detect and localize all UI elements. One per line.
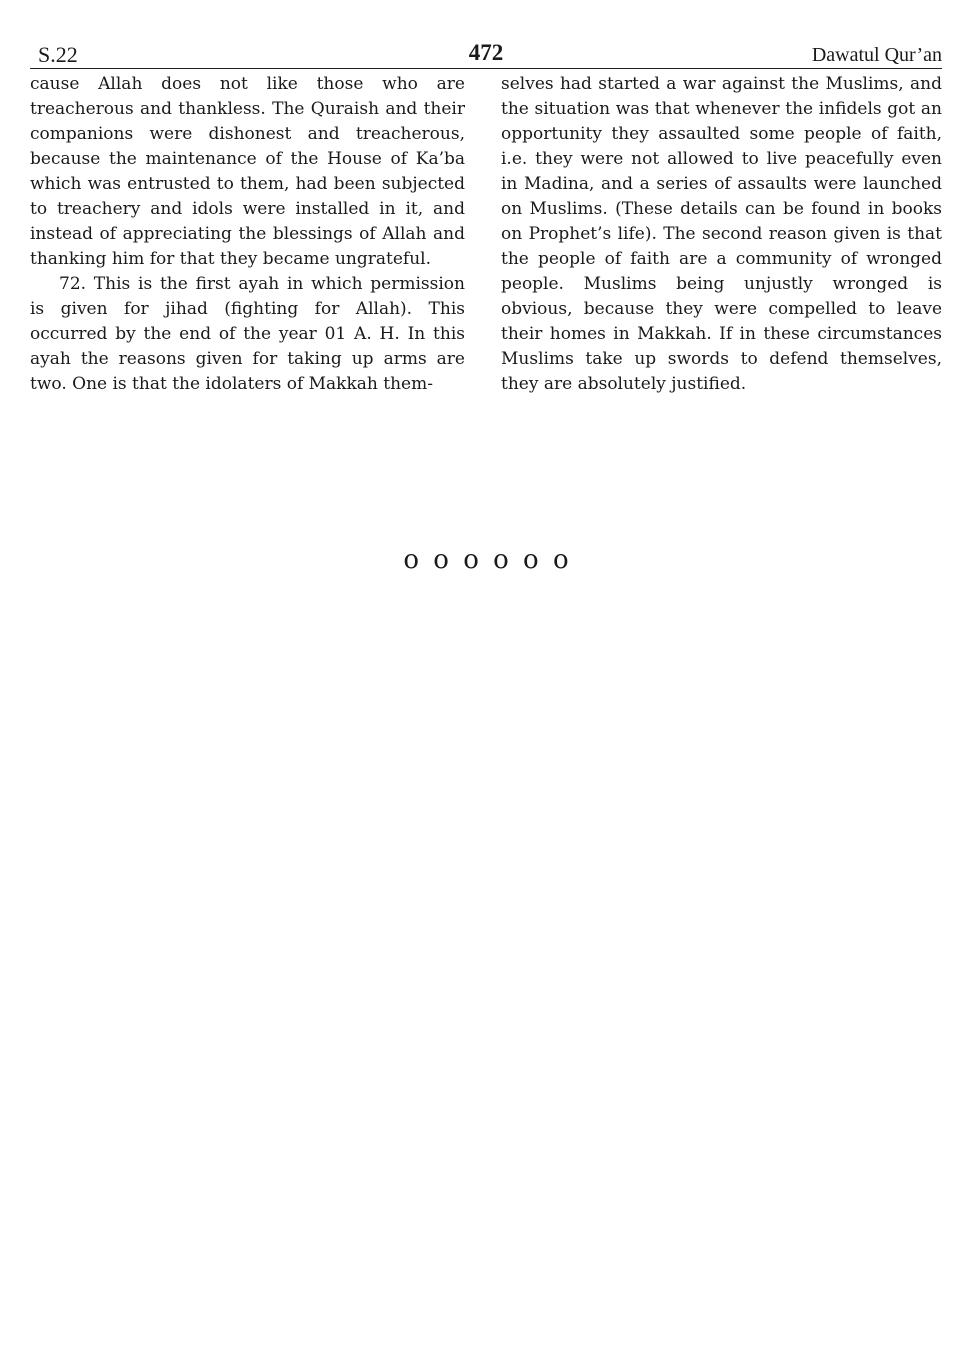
left-column — [30, 72, 465, 397]
book-title: Dawatul Qur’an — [811, 44, 942, 66]
right-column — [501, 72, 942, 397]
surah-label: S.22 — [38, 42, 78, 67]
page-header — [30, 40, 942, 69]
page-number: 472 — [468, 40, 504, 65]
left-paragraph-1: cause Allah does not like those who are treacherous and thankless. The Quraish and their companions were dishonest and treacherous, because the maintenance of the House of Ka’ba which was entrusted to them, had been subjected to treachery and idols were installed in it, and instead of appreciating the blessings of Allah and thanking him for that they became ungrateful. — [30, 74, 465, 269]
left-paragraph-2: 72. This is the first ayah in which permission is given for jihad (fighting for Allah). This occurred by the end of the year 01 A. H. In this ayah the reasons given for taking up arms are two. One is that the idolaters of Makkah them- — [30, 274, 465, 394]
right-paragraph-1: selves had started a war against the Muslims, and the situation was that whenever the infidels got an opportunity they assaulted some people of faith, i.e. they were not allowed to live peacefully even in Madina, and a series of assaults were launched on Muslims. (These details can be found in books on Prophet’s life). The second reason given is that the people of faith are a community of wronged people. Muslims being unjustly wronged is obvious, because they were compelled to leave their homes in Makkah. If in these circumstances Muslims take up swords to defend themselves, they are absolutely justified. — [501, 74, 942, 394]
section-end-ornament: o o o o o o — [403, 545, 572, 575]
